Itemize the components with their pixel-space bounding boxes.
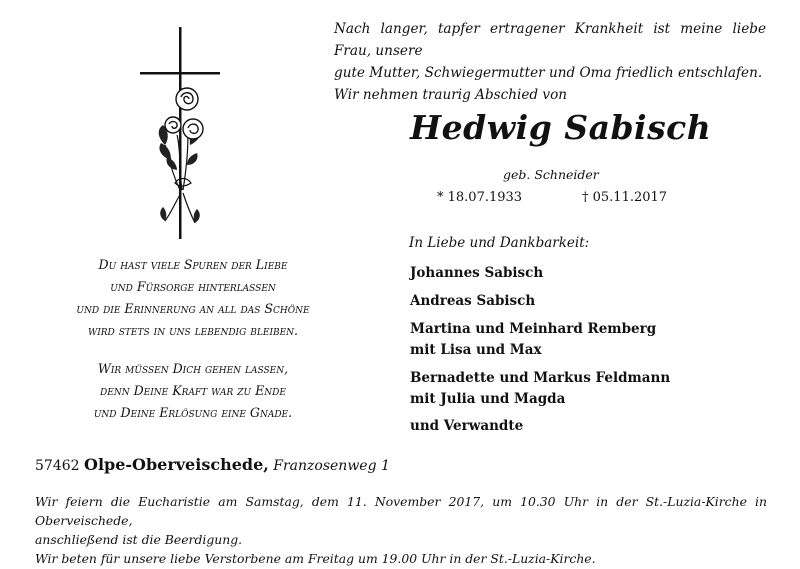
address-zip: 57462 xyxy=(35,458,80,474)
birth-date: * 18.07.1933 xyxy=(437,190,523,205)
cross-with-roses-icon xyxy=(135,25,225,245)
mourner-name: Johannes Sabisch xyxy=(410,265,544,281)
mourner-name: mit Lisa und Max xyxy=(410,342,542,358)
notice-line: Wir beten für unsere liebe Verstorbene am Freitag um 19.00 Uhr in der St.-Luzia-Kirche. xyxy=(35,551,596,566)
mourner-entry xyxy=(410,368,670,410)
mourner-name: Andreas Sabisch xyxy=(410,293,536,309)
mourner-name: mit Julia und Magda xyxy=(410,391,566,407)
death-date: † 05.11.2017 xyxy=(582,190,668,205)
poem-stanza-1 xyxy=(58,254,328,342)
address-street: Franzosenweg 1 xyxy=(273,458,390,474)
mourner-entry xyxy=(410,291,535,312)
poem-line: denn Deine Kraft war zu Ende xyxy=(100,383,286,398)
poem-line: und die Erinnerung an all das Schöne xyxy=(76,301,310,316)
intro-line: Nach langer, tapfer ertragener Krankheit ist meine liebe Frau, unsere xyxy=(334,21,766,59)
mourner-entry xyxy=(410,263,543,284)
deceased-name: Hedwig Sabisch xyxy=(410,108,712,147)
address xyxy=(35,455,390,474)
mourner-entry xyxy=(410,416,523,437)
mourner-name: Bernadette und Markus Feldmann xyxy=(410,370,671,386)
maiden-name: geb. Schneider xyxy=(503,167,599,182)
poem-line: Wir müssen Dich gehen lassen, xyxy=(97,361,289,376)
poem-line: und Fürsorge hinterlassen xyxy=(110,279,276,294)
poem-stanza-2 xyxy=(58,358,328,424)
notice-line: anschließend ist die Beerdigung. xyxy=(35,532,243,547)
mourner-entry xyxy=(410,319,656,361)
mourners-intro: In Liebe und Dankbarkeit: xyxy=(409,235,590,251)
service-notice xyxy=(35,492,767,568)
intro-text xyxy=(334,18,766,106)
mourner-name: und Verwandte xyxy=(410,418,524,434)
mourner-name: Martina und Meinhard Remberg xyxy=(410,321,657,337)
intro-line: gute Mutter, Schwiegermutter und Oma friedlich entschlafen. xyxy=(334,65,763,81)
notice-line: Wir feiern die Eucharistie am Samstag, dem 11. November 2017, um 10.30 Uhr in der St.-Luzia-Kirche in Oberveischede, xyxy=(35,494,767,528)
intro-line: Wir nehmen traurig Abschied von xyxy=(334,87,568,103)
poem-line: und Deine Erlösung eine Gnade. xyxy=(93,405,293,420)
address-city: Olpe-Oberveischede, xyxy=(84,455,269,474)
poem-line: wird stets in uns lebendig bleiben. xyxy=(87,323,299,338)
poem-line: Du hast viele Spuren der Liebe xyxy=(98,257,288,272)
